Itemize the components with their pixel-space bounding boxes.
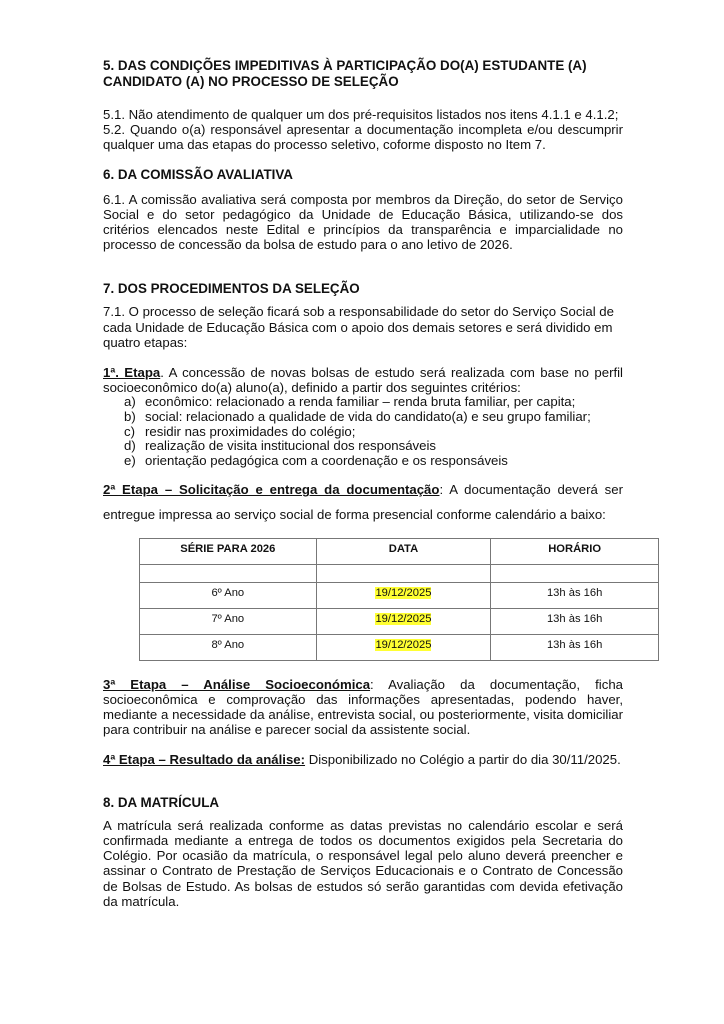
item-5-1: 5.1. Não atendimento de qualquer um dos pré-requisitos listados nos itens 4.1.1 e 4.1.2; (103, 107, 619, 122)
data-cell (316, 582, 491, 608)
table-header-row (140, 538, 659, 564)
criteria-item (124, 439, 623, 454)
criteria-text: orientação pedagógica com a coordenação e os responsáveis (145, 452, 508, 468)
criteria-text: realização de visita institucional dos responsáveis (145, 438, 437, 454)
criteria-item (124, 410, 623, 425)
column-header: SÉRIE PARA 2026 (140, 538, 317, 564)
serie-cell: 7º Ano (140, 608, 317, 634)
serie-cell: 6º Ano (140, 582, 317, 608)
highlighted-date: 19/12/2025 (375, 586, 432, 599)
section-8 (103, 795, 623, 909)
calendar-table (139, 538, 659, 661)
table-blank-row (140, 564, 659, 582)
etapa-2-text-1: : A documentação deverá ser (439, 482, 623, 498)
list-marker: a) (124, 394, 136, 410)
criteria-text: econômico: relacionado a renda familiar – renda bruta familiar, per capita; (145, 394, 576, 410)
section-8-text: A matrícula será realizada conforme as datas previstas no calendário escolar e será confirmada mediante a entrega de todos os documentos exigidos pela Secretaria do Colégio. Por ocasião da matrícula, o responsável legal pelo aluno deverá preencher e assinar o Contrato de Prestação de Serviços Educacionais e o Contrato de Concessão de Bolsas de Estudo. As bolsas de estudos só serão garantidas com devida efetivação da matrícula. (103, 817, 623, 909)
data-cell (316, 608, 491, 634)
horario-cell: 13h às 16h (491, 608, 659, 634)
etapa-1-label: 1ª. Etapa (103, 365, 161, 381)
criteria-text: residir nas proximidades do colégio; (145, 423, 356, 439)
section-5-title-line2: CANDIDATO (A) NO PROCESSO DE SELEÇÃO (103, 74, 399, 89)
table-row (140, 582, 659, 608)
list-marker: e) (124, 452, 136, 468)
highlighted-date: 19/12/2025 (375, 612, 432, 625)
section-6-title: 6. DA COMISSÃO AVALIATIVA (103, 166, 293, 182)
etapa-4-text: Disponibilizado no Colégio a partir do dia 30/11/2025. (305, 751, 621, 767)
etapa-3 (103, 677, 623, 738)
etapa-3-label: 3ª Etapa – Análise Socioeconómica (103, 676, 371, 692)
etapa-2-line2: entregue impressa ao serviço social de forma presencial conforme calendário a baixo: (103, 506, 606, 522)
item-5-2: 5.2. Quando o(a) responsável apresentar a documentação incompleta e/ou descumprir qualquer uma das etapas do processo seletivo, coforme disposto no Item 7. (103, 122, 623, 153)
data-cell (316, 634, 491, 660)
horario-cell: 13h às 16h (491, 582, 659, 608)
list-marker: c) (124, 423, 135, 439)
list-marker: d) (124, 438, 136, 454)
etapa-2-line1 (103, 482, 623, 497)
etapa-2-label: 2ª Etapa – Solicitação e entrega da documentação (103, 482, 440, 498)
criteria-item (124, 454, 623, 469)
list-marker: b) (124, 409, 136, 425)
item-7-1: 7.1. O processo de seleção ficará sob a responsabilidade do setor do Serviço Social de cada Unidade de Educação Básica com o apoio dos demais setores e será dividido em quatro etapas: (103, 304, 614, 350)
etapa-1-text: . A concessão de novas bolsas de estudo será realizada com base no perfil socioeconômico do(a) aluno(a), definido a partir dos seguintes critérios: (103, 365, 623, 396)
table-row (140, 608, 659, 634)
item-6-1: 6.1. A comissão avaliativa será composta por membros da Direção, do setor de Serviço Social e do setor pedagógico da Unidade de Educação Básica, utilizando-se dos critérios elencados neste Edital e princípios da transparência e imparcialidade no processo de concessão da bolsa de estudo para o ano letivo de 2026. (103, 191, 623, 253)
criteria-text: social: relacionado a qualidade de vida do candidato(a) e seu grupo familiar; (145, 409, 591, 425)
section-7-title: 7. DOS PROCEDIMENTOS DA SELEÇÃO (103, 281, 360, 297)
criteria-list (103, 395, 623, 468)
etapa-2 (103, 482, 623, 521)
highlighted-date: 19/12/2025 (375, 638, 432, 651)
horario-cell: 13h às 16h (491, 634, 659, 660)
column-header: DATA (316, 538, 491, 564)
etapa-4-label: 4ª Etapa – Resultado da análise: (103, 751, 306, 767)
section-8-title: 8. DA MATRÍCULA (103, 794, 220, 810)
column-header: HORÁRIO (491, 538, 659, 564)
table-row (140, 634, 659, 660)
section-5 (103, 58, 623, 153)
serie-cell: 8º Ano (140, 634, 317, 660)
etapa-4 (103, 752, 623, 767)
etapa-1 (103, 365, 623, 395)
document-page (103, 58, 623, 909)
section-5-title-line1: 5. DAS CONDIÇÕES IMPEDITIVAS À PARTICIPAÇÃO DO(A) ESTUDANTE (A) (103, 58, 587, 73)
section-7 (103, 281, 623, 766)
criteria-item (124, 425, 623, 440)
section-6 (103, 167, 623, 253)
criteria-item (124, 395, 623, 410)
etapa-3-text: : Avaliação da documentação, ficha socioeconômica e comprovação das informações apresentadas, podendo haver, mediante a necessidade da análise, entrevista social, ou posteriormente, visita domiciliar para contribuir na análise e parecer social da assistente social. (103, 676, 623, 738)
